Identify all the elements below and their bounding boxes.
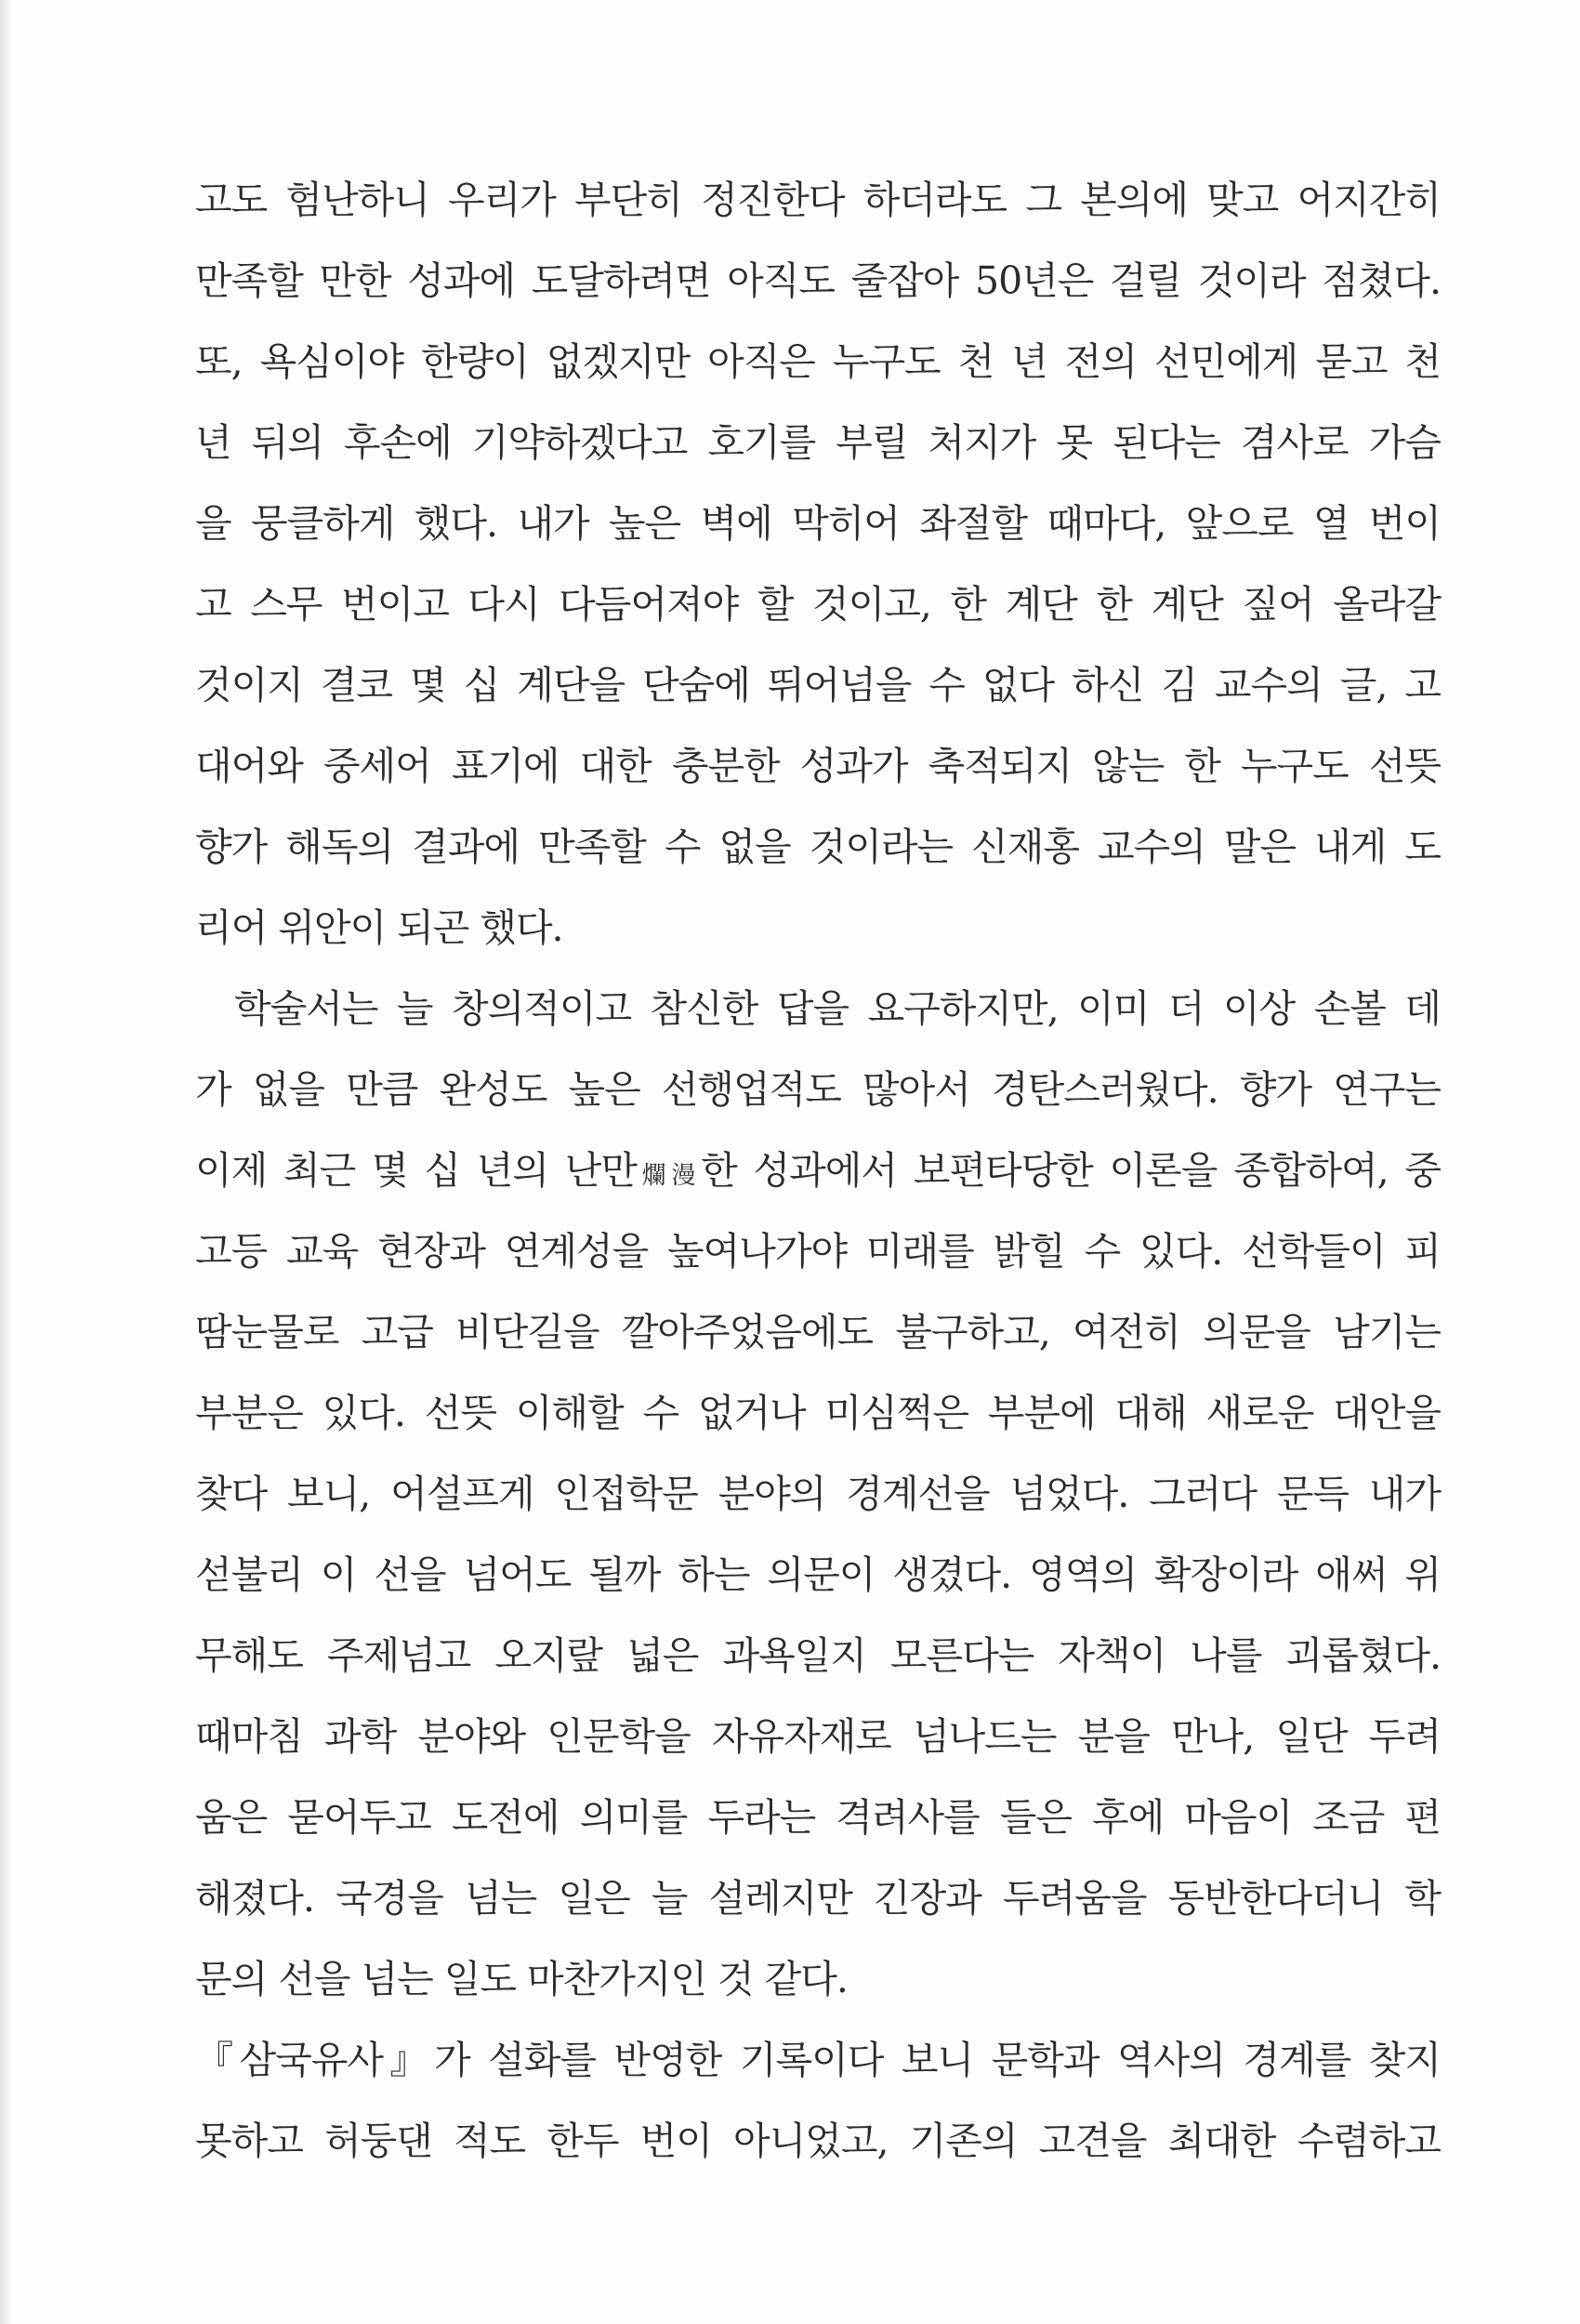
text-line: 부분은 있다. 선뜻 이해할 수 없거나 미심쩍은 부분에 대해 새로운 대안을 — [195, 1391, 1441, 1435]
text-segment: 한 성과에서 보편타당한 이론을 종합하여, 중 — [701, 1148, 1441, 1193]
text-line: 만족할 만한 성과에 도달하려면 아직도 줄잡아 50년은 걸릴 것이라 점쳤다. — [195, 258, 1441, 303]
text-line: 때마침 과학 분야와 인문학을 자유자재로 넘나드는 분을 만나, 일단 두려 — [195, 1714, 1441, 1759]
text-line: 고도 험난하니 우리가 부단히 정진한다 하더라도 그 본의에 맞고 어지간히 — [195, 178, 1441, 222]
text-line: 향가 해독의 결과에 만족할 수 없을 것이라는 신재홍 교수의 말은 내게 도 — [195, 825, 1441, 869]
page-edge-shadow — [0, 0, 13, 2324]
text-line-with-hanja — [195, 1130, 1441, 1211]
text-line: 무해도 주제넘고 오지랖 넓은 과욕일지 모른다는 자책이 나를 괴롭혔다. — [195, 1633, 1441, 1678]
text-segment: 이제 최근 몇 십 년의 난만 — [195, 1148, 637, 1193]
hanja-annotation: 爛漫 — [636, 1162, 702, 1190]
text-line: 것이지 결코 몇 십 계단을 단숨에 뛰어넘을 수 없다 하신 김 교수의 글, 고 — [195, 663, 1441, 707]
text-line: 대어와 중세어 표기에 대한 충분한 성과가 축적되지 않는 한 누구도 선뜻 — [195, 744, 1441, 788]
text-line: 년 뒤의 후손에 기약하겠다고 호기를 부릴 처지가 못 된다는 겸사로 가슴 — [195, 420, 1441, 465]
body-text — [195, 160, 1441, 2182]
text-line: 을 뭉클하게 했다. 내가 높은 벽에 막히어 좌절할 때마다, 앞으로 열 번이 — [195, 501, 1441, 546]
text-line: 리어 위안이 되곤 했다. — [195, 905, 563, 950]
text-line: 학술서는 늘 창의적이고 참신한 답을 요구하지만, 이미 더 이상 손볼 데 — [234, 986, 1441, 1031]
text-line: 찾다 보니, 어설프게 인접학문 분야의 경계선을 넘었다. 그러다 문득 내가 — [195, 1472, 1441, 1516]
text-line: 문의 선을 넘는 일도 마찬가지인 것 같다. — [195, 1957, 848, 2001]
text-line: 가 없을 만큼 완성도 높은 선행업적도 많아서 경탄스러웠다. 향가 연구는 — [195, 1067, 1441, 1112]
text-line: 움은 묻어두고 도전에 의미를 두라는 격려사를 들은 후에 마음이 조금 편 — [195, 1795, 1441, 1840]
text-line: 또, 욕심이야 한량이 없겠지만 아직은 누구도 천 년 전의 선민에게 묻고 천 — [195, 339, 1441, 384]
text-line: 해졌다. 국경을 넘는 일은 늘 설레지만 긴장과 두려움을 동반한다더니 학 — [195, 1876, 1441, 1921]
text-line: 『삼국유사』가 설화를 반영한 기록이다 보니 문학과 역사의 경계를 찾지 — [195, 2038, 1441, 2082]
text-line: 고등 교육 현장과 연계성을 높여나가야 미래를 밝힐 수 있다. 선학들이 피 — [195, 1229, 1441, 1274]
text-line: 고 스무 번이고 다시 다듬어져야 할 것이고, 한 계단 한 계단 짚어 올라갈 — [195, 582, 1441, 627]
text-line: 섣불리 이 선을 넘어도 될까 하는 의문이 생겼다. 영역의 확장이라 애써 위 — [195, 1552, 1441, 1597]
text-line: 못하고 허둥댄 적도 한두 번이 아니었고, 기존의 고견을 최대한 수렴하고 — [195, 2119, 1441, 2163]
text-line: 땀눈물로 고급 비단길을 깔아주었음에도 불구하고, 여전히 의문을 남기는 — [195, 1310, 1441, 1354]
